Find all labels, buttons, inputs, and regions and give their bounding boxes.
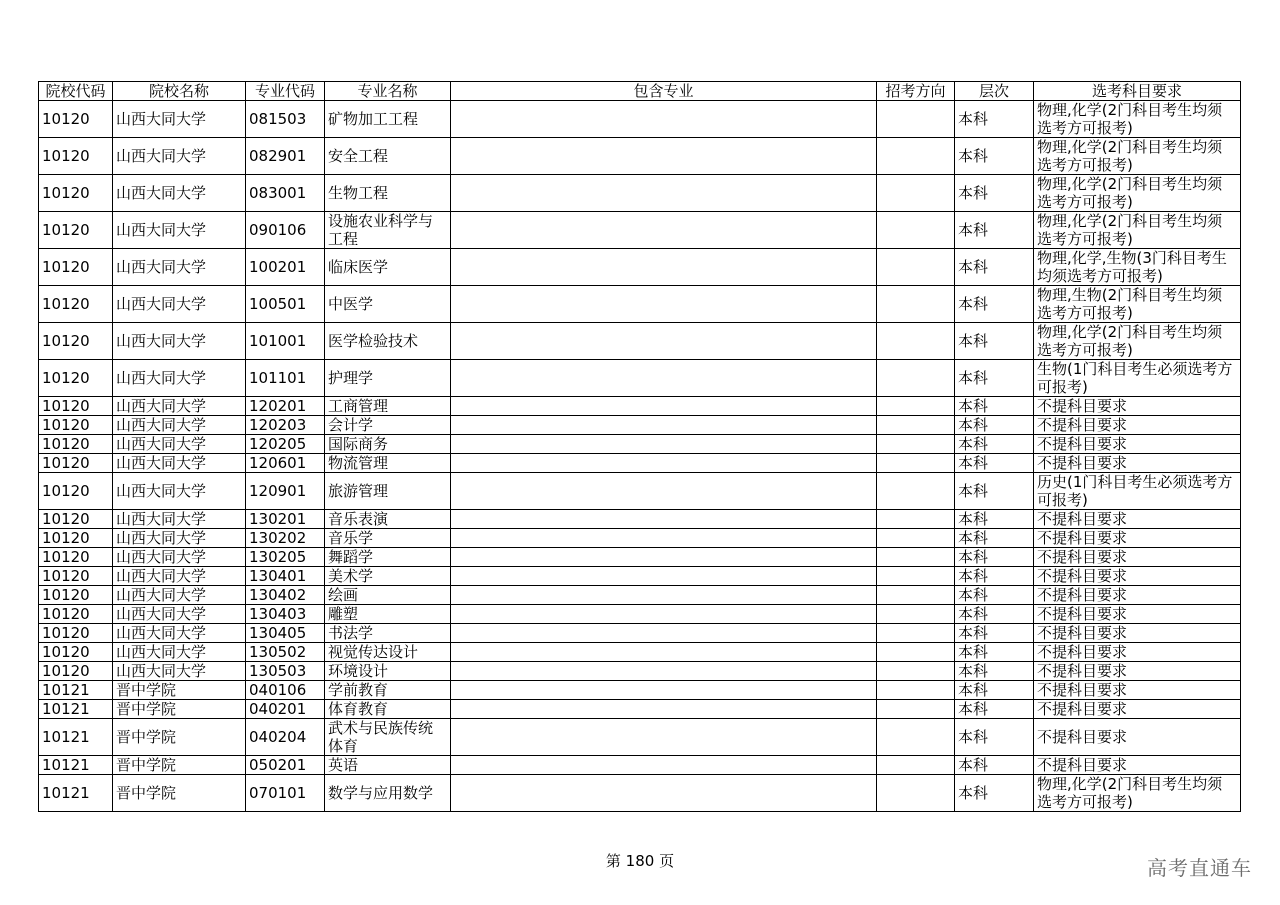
cell-level: 本科 [955,212,1034,249]
cell-school-name: 山西大同大学 [113,454,246,473]
table-row [39,175,1241,212]
cell-major-name: 安全工程 [325,138,451,175]
cell-included-majors [451,662,877,681]
cell-school-name: 山西大同大学 [113,662,246,681]
cell-included-majors [451,548,877,567]
table-row [39,567,1241,586]
cell-major-name: 雕塑 [325,605,451,624]
cell-major-code: 090106 [246,212,325,249]
cell-level: 本科 [955,454,1034,473]
cell-direction [877,454,955,473]
table-row [39,643,1241,662]
cell-level: 本科 [955,323,1034,360]
cell-major-code: 081503 [246,101,325,138]
table-row [39,435,1241,454]
cell-major-code: 040204 [246,719,325,756]
cell-included-majors [451,286,877,323]
watermark-text: 高考直通车 [1147,856,1252,880]
header-direction: 招考方向 [877,82,955,101]
cell-direction [877,473,955,510]
header-school-code: 院校代码 [39,82,113,101]
cell-major-code: 100201 [246,249,325,286]
cell-major-code: 130201 [246,510,325,529]
cell-school-name: 山西大同大学 [113,529,246,548]
cell-included-majors [451,138,877,175]
cell-level: 本科 [955,643,1034,662]
cell-major-code: 083001 [246,175,325,212]
table-row [39,138,1241,175]
table-body [39,101,1241,812]
cell-major-name: 医学检验技术 [325,323,451,360]
cell-school-code: 10121 [39,681,113,700]
cell-major-name: 音乐表演 [325,510,451,529]
cell-included-majors [451,756,877,775]
cell-major-code: 130503 [246,662,325,681]
cell-school-code: 10120 [39,249,113,286]
cell-school-name: 山西大同大学 [113,473,246,510]
cell-direction [877,605,955,624]
cell-school-name: 山西大同大学 [113,510,246,529]
cell-major-name: 书法学 [325,624,451,643]
cell-school-code: 10120 [39,101,113,138]
cell-subject-requirements: 不提科目要求 [1034,454,1241,473]
cell-school-name: 山西大同大学 [113,249,246,286]
cell-school-name: 山西大同大学 [113,138,246,175]
table-row [39,586,1241,605]
table-row [39,286,1241,323]
cell-level: 本科 [955,681,1034,700]
cell-direction [877,529,955,548]
table-row [39,605,1241,624]
cell-subject-requirements: 不提科目要求 [1034,605,1241,624]
cell-included-majors [451,775,877,812]
header-subject-requirements: 选考科目要求 [1034,82,1241,101]
cell-direction [877,662,955,681]
table-row [39,397,1241,416]
cell-direction [877,249,955,286]
cell-subject-requirements: 物理,化学(2门科目考生均须选考方可报考) [1034,775,1241,812]
cell-school-code: 10120 [39,624,113,643]
cell-school-name: 山西大同大学 [113,286,246,323]
table-row [39,681,1241,700]
cell-major-code: 120205 [246,435,325,454]
cell-major-code: 082901 [246,138,325,175]
cell-school-name: 山西大同大学 [113,416,246,435]
cell-major-code: 120901 [246,473,325,510]
cell-direction [877,397,955,416]
table-row [39,473,1241,510]
cell-major-code: 120203 [246,416,325,435]
cell-direction [877,138,955,175]
cell-major-name: 数学与应用数学 [325,775,451,812]
cell-subject-requirements: 不提科目要求 [1034,529,1241,548]
cell-included-majors [451,473,877,510]
cell-level: 本科 [955,567,1034,586]
cell-major-code: 120601 [246,454,325,473]
cell-major-name: 体育教育 [325,700,451,719]
cell-direction [877,175,955,212]
cell-school-code: 10120 [39,473,113,510]
cell-school-name: 山西大同大学 [113,548,246,567]
cell-school-code: 10120 [39,397,113,416]
cell-school-code: 10120 [39,435,113,454]
table-row [39,529,1241,548]
cell-level: 本科 [955,435,1034,454]
cell-included-majors [451,249,877,286]
cell-direction [877,548,955,567]
cell-direction [877,624,955,643]
cell-included-majors [451,719,877,756]
cell-level: 本科 [955,510,1034,529]
cell-level: 本科 [955,775,1034,812]
cell-school-code: 10120 [39,323,113,360]
cell-direction [877,435,955,454]
cell-included-majors [451,323,877,360]
cell-level: 本科 [955,586,1034,605]
cell-major-name: 武术与民族传统体育 [325,719,451,756]
cell-direction [877,775,955,812]
cell-major-name: 护理学 [325,360,451,397]
cell-school-name: 山西大同大学 [113,323,246,360]
cell-school-name: 山西大同大学 [113,175,246,212]
table-row [39,662,1241,681]
cell-school-name: 晋中学院 [113,700,246,719]
cell-major-code: 040201 [246,700,325,719]
cell-included-majors [451,435,877,454]
cell-major-name: 工商管理 [325,397,451,416]
cell-school-code: 10120 [39,529,113,548]
cell-included-majors [451,643,877,662]
cell-subject-requirements: 物理,化学(2门科目考生均须选考方可报考) [1034,175,1241,212]
cell-school-code: 10120 [39,567,113,586]
cell-subject-requirements: 不提科目要求 [1034,548,1241,567]
cell-school-code: 10120 [39,175,113,212]
table-row [39,700,1241,719]
cell-included-majors [451,567,877,586]
cell-subject-requirements: 物理,化学(2门科目考生均须选考方可报考) [1034,101,1241,138]
cell-school-name: 山西大同大学 [113,624,246,643]
cell-school-name: 山西大同大学 [113,586,246,605]
header-included-majors: 包含专业 [451,82,877,101]
cell-school-name: 山西大同大学 [113,397,246,416]
cell-level: 本科 [955,548,1034,567]
cell-direction [877,212,955,249]
cell-direction [877,700,955,719]
cell-major-name: 临床医学 [325,249,451,286]
cell-major-name: 设施农业科学与工程 [325,212,451,249]
cell-major-name: 音乐学 [325,529,451,548]
cell-major-name: 美术学 [325,567,451,586]
cell-included-majors [451,529,877,548]
cell-included-majors [451,700,877,719]
table-row [39,624,1241,643]
cell-major-name: 矿物加工工程 [325,101,451,138]
cell-direction [877,323,955,360]
cell-subject-requirements: 不提科目要求 [1034,435,1241,454]
cell-major-code: 070101 [246,775,325,812]
cell-level: 本科 [955,624,1034,643]
cell-level: 本科 [955,175,1034,212]
header-row [39,82,1241,101]
header-major-code: 专业代码 [246,82,325,101]
cell-subject-requirements: 不提科目要求 [1034,719,1241,756]
cell-major-code: 130205 [246,548,325,567]
page-number: 第 180 页 [605,852,675,870]
cell-major-name: 国际商务 [325,435,451,454]
admissions-table [38,81,1241,812]
cell-school-code: 10120 [39,548,113,567]
cell-subject-requirements: 物理,化学(2门科目考生均须选考方可报考) [1034,323,1241,360]
cell-included-majors [451,416,877,435]
cell-included-majors [451,397,877,416]
cell-major-name: 舞蹈学 [325,548,451,567]
table-row [39,454,1241,473]
cell-included-majors [451,101,877,138]
cell-school-code: 10120 [39,586,113,605]
cell-major-name: 绘画 [325,586,451,605]
cell-direction [877,586,955,605]
cell-direction [877,360,955,397]
cell-included-majors [451,510,877,529]
table-row [39,360,1241,397]
cell-school-name: 山西大同大学 [113,360,246,397]
cell-major-code: 130403 [246,605,325,624]
cell-school-name: 山西大同大学 [113,101,246,138]
cell-direction [877,416,955,435]
cell-included-majors [451,681,877,700]
cell-major-code: 101001 [246,323,325,360]
cell-school-name: 晋中学院 [113,756,246,775]
cell-subject-requirements: 物理,化学,生物(3门科目考生均须选考方可报考) [1034,249,1241,286]
cell-major-name: 生物工程 [325,175,451,212]
cell-school-name: 晋中学院 [113,719,246,756]
cell-level: 本科 [955,700,1034,719]
table-row [39,212,1241,249]
cell-school-code: 10120 [39,643,113,662]
cell-school-code: 10121 [39,700,113,719]
cell-subject-requirements: 物理,生物(2门科目考生均须选考方可报考) [1034,286,1241,323]
header-major-name: 专业名称 [325,82,451,101]
cell-major-code: 101101 [246,360,325,397]
cell-included-majors [451,212,877,249]
cell-major-name: 环境设计 [325,662,451,681]
cell-direction [877,643,955,662]
cell-major-name: 英语 [325,756,451,775]
cell-major-code: 130402 [246,586,325,605]
cell-school-name: 山西大同大学 [113,567,246,586]
table-row [39,510,1241,529]
table-row [39,416,1241,435]
cell-major-name: 学前教育 [325,681,451,700]
cell-school-name: 山西大同大学 [113,605,246,624]
cell-school-code: 10120 [39,662,113,681]
cell-school-name: 晋中学院 [113,775,246,812]
cell-subject-requirements: 不提科目要求 [1034,567,1241,586]
cell-school-code: 10121 [39,775,113,812]
table-row [39,775,1241,812]
header-level: 层次 [955,82,1034,101]
cell-subject-requirements: 不提科目要求 [1034,643,1241,662]
cell-level: 本科 [955,286,1034,323]
cell-included-majors [451,175,877,212]
cell-direction [877,510,955,529]
cell-level: 本科 [955,529,1034,548]
cell-school-code: 10120 [39,454,113,473]
cell-major-code: 120201 [246,397,325,416]
cell-school-name: 山西大同大学 [113,435,246,454]
cell-level: 本科 [955,249,1034,286]
cell-subject-requirements: 不提科目要求 [1034,416,1241,435]
cell-subject-requirements: 物理,化学(2门科目考生均须选考方可报考) [1034,138,1241,175]
cell-included-majors [451,454,877,473]
cell-school-code: 10120 [39,286,113,323]
cell-level: 本科 [955,416,1034,435]
table-row [39,548,1241,567]
cell-major-name: 物流管理 [325,454,451,473]
table-row [39,101,1241,138]
cell-school-code: 10120 [39,212,113,249]
cell-school-code: 10121 [39,719,113,756]
cell-direction [877,719,955,756]
table-row [39,249,1241,286]
cell-direction [877,567,955,586]
cell-level: 本科 [955,605,1034,624]
cell-subject-requirements: 不提科目要求 [1034,624,1241,643]
cell-subject-requirements: 物理,化学(2门科目考生均须选考方可报考) [1034,212,1241,249]
cell-school-code: 10120 [39,360,113,397]
cell-school-name: 晋中学院 [113,681,246,700]
cell-direction [877,286,955,323]
cell-included-majors [451,586,877,605]
cell-level: 本科 [955,101,1034,138]
cell-school-code: 10121 [39,756,113,775]
cell-subject-requirements: 不提科目要求 [1034,700,1241,719]
cell-school-code: 10120 [39,605,113,624]
cell-major-code: 130502 [246,643,325,662]
cell-major-code: 050201 [246,756,325,775]
cell-level: 本科 [955,756,1034,775]
cell-school-code: 10120 [39,138,113,175]
cell-subject-requirements: 不提科目要求 [1034,756,1241,775]
cell-subject-requirements: 历史(1门科目考生必须选考方可报考) [1034,473,1241,510]
cell-included-majors [451,624,877,643]
table-row [39,323,1241,360]
cell-major-code: 130202 [246,529,325,548]
cell-school-code: 10120 [39,510,113,529]
cell-school-name: 山西大同大学 [113,643,246,662]
cell-school-name: 山西大同大学 [113,212,246,249]
cell-major-name: 视觉传达设计 [325,643,451,662]
cell-major-code: 130405 [246,624,325,643]
cell-school-code: 10120 [39,416,113,435]
cell-major-code: 130401 [246,567,325,586]
cell-major-name: 会计学 [325,416,451,435]
table-row [39,756,1241,775]
cell-subject-requirements: 不提科目要求 [1034,397,1241,416]
cell-subject-requirements: 不提科目要求 [1034,662,1241,681]
cell-included-majors [451,605,877,624]
cell-level: 本科 [955,662,1034,681]
cell-level: 本科 [955,473,1034,510]
header-school-name: 院校名称 [113,82,246,101]
table-row [39,719,1241,756]
cell-major-name: 中医学 [325,286,451,323]
cell-major-name: 旅游管理 [325,473,451,510]
cell-major-code: 040106 [246,681,325,700]
cell-included-majors [451,360,877,397]
cell-direction [877,756,955,775]
cell-major-code: 100501 [246,286,325,323]
cell-direction [877,681,955,700]
cell-level: 本科 [955,397,1034,416]
cell-direction [877,101,955,138]
cell-level: 本科 [955,719,1034,756]
cell-subject-requirements: 不提科目要求 [1034,510,1241,529]
cell-subject-requirements: 不提科目要求 [1034,681,1241,700]
cell-level: 本科 [955,138,1034,175]
cell-subject-requirements: 生物(1门科目考生必须选考方可报考) [1034,360,1241,397]
cell-level: 本科 [955,360,1034,397]
cell-subject-requirements: 不提科目要求 [1034,586,1241,605]
